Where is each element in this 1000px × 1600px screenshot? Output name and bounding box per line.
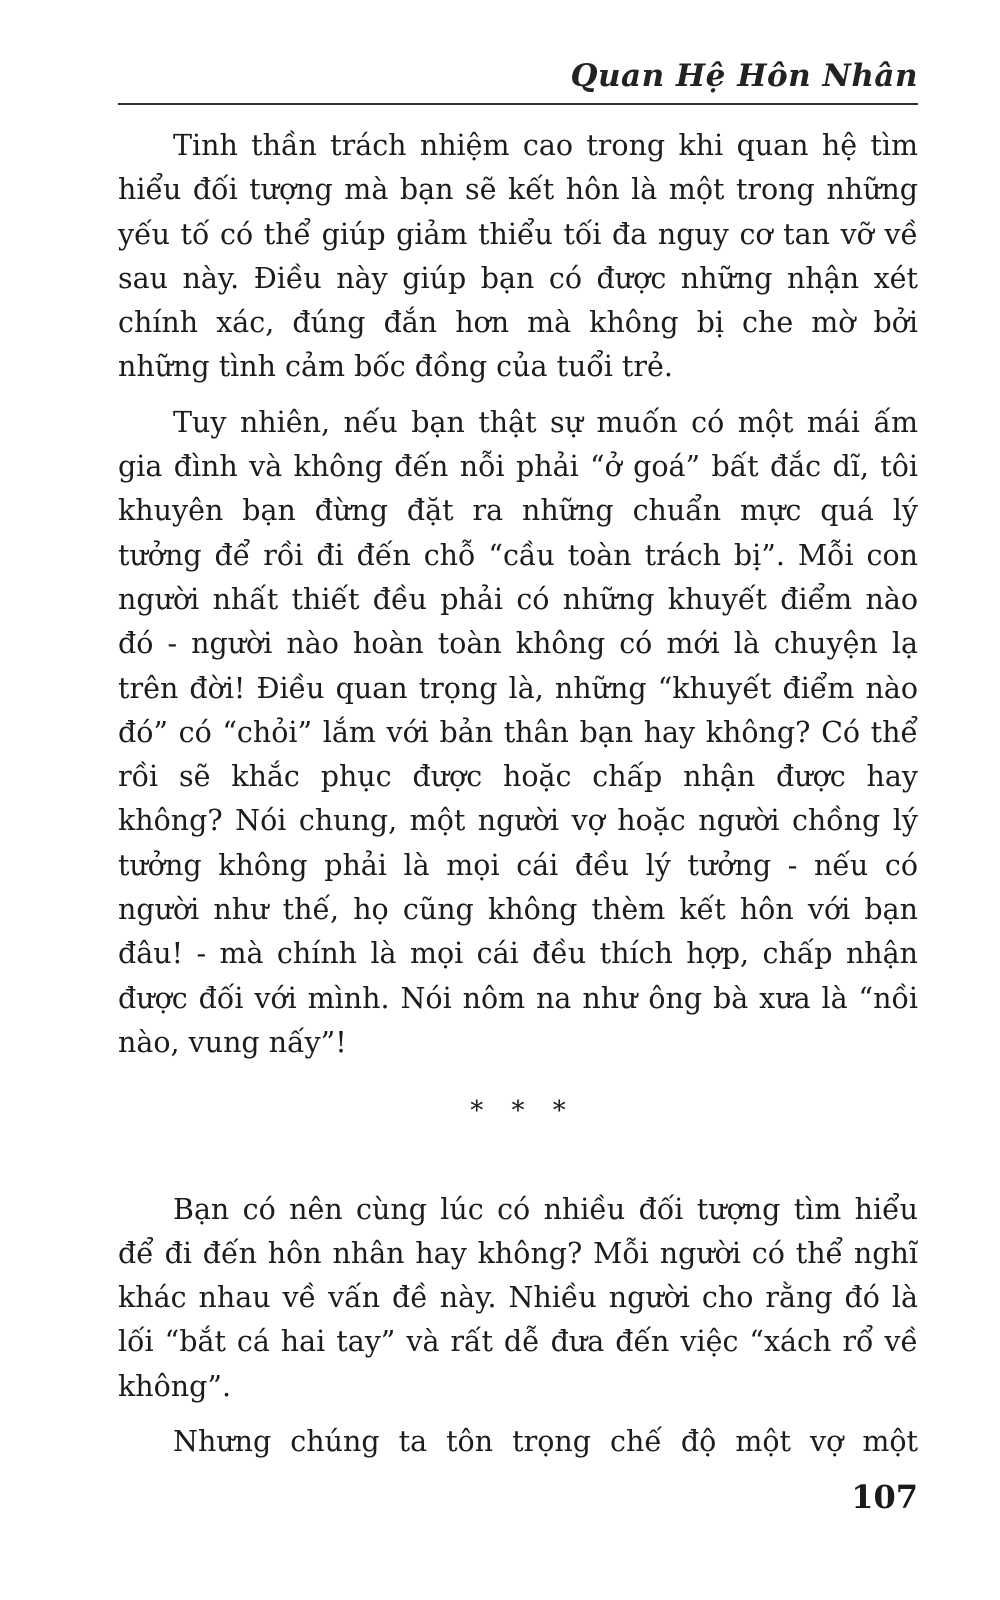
page-number: 107	[851, 1478, 918, 1516]
body-text	[118, 124, 918, 1464]
paragraph-3: Bạn có nên cùng lúc có nhiều đối tượng tìm hiểu để đi đến hôn nhân hay không? Mỗi người có thể nghĩ khác nhau về vấn đề này. Nhiều người cho rằng đó là lối “bắt cá hai tay” và rất dễ đưa đến việc “xách rổ về không”.	[118, 1192, 918, 1403]
section-separator: * * *	[470, 1096, 576, 1127]
paragraph-4: Nhưng chúng ta tôn trọng chế độ một vợ một	[173, 1425, 918, 1459]
paragraph-gap	[118, 1409, 918, 1420]
paragraph-2: Tuy nhiên, nếu bạn thật sự muốn có một mái ấm gia đình và không đến nỗi phải “ở goá” bất đắc dĩ, tôi khuyên bạn đừng đặt ra những chuẩn mực quá lý tưởng để rồi đi đến chỗ “cầu toàn trách bị”. Mỗi con người nhất thiết đều phải có những khuyết điểm nào đó - người nào hoàn toàn không có mới là chuyện lạ trên đời! Điều quan trọng là, những “khuyết điểm nào đó” có “chỏi” lắm với bản thân bạn hay không? Có thể rồi sẽ khắc phục được hoặc chấp nhận được hay không? Nói chung, một người vợ hoặc người chồng lý tưởng không phải là mọi cái đều lý tưởng - nếu có người như thế, họ cũng không thèm kết hôn với bạn đâu! - mà chính là mọi cái đều thích hợp, chấp nhận được đối với mình. Nói nôm na như ông bà xưa là “nồi nào, vung nấy”!	[118, 405, 918, 1059]
paragraph-1: Tinh thần trách nhiệm cao trong khi quan hệ tìm hiểu đối tượng mà bạn sẽ kết hôn là một trong những yếu tố có thể giúp giảm thiểu tối đa nguy cơ tan vỡ về sau này. Điều này giúp bạn có được những nhận xét chính xác, đúng đắn hơn mà không bị che mờ bởi những tình cảm bốc đồng của tuổi trẻ.	[118, 129, 918, 384]
header-divider	[118, 103, 918, 105]
running-header-title: Quan Hệ Hôn Nhân	[570, 58, 918, 94]
paragraph-gap	[118, 390, 918, 401]
